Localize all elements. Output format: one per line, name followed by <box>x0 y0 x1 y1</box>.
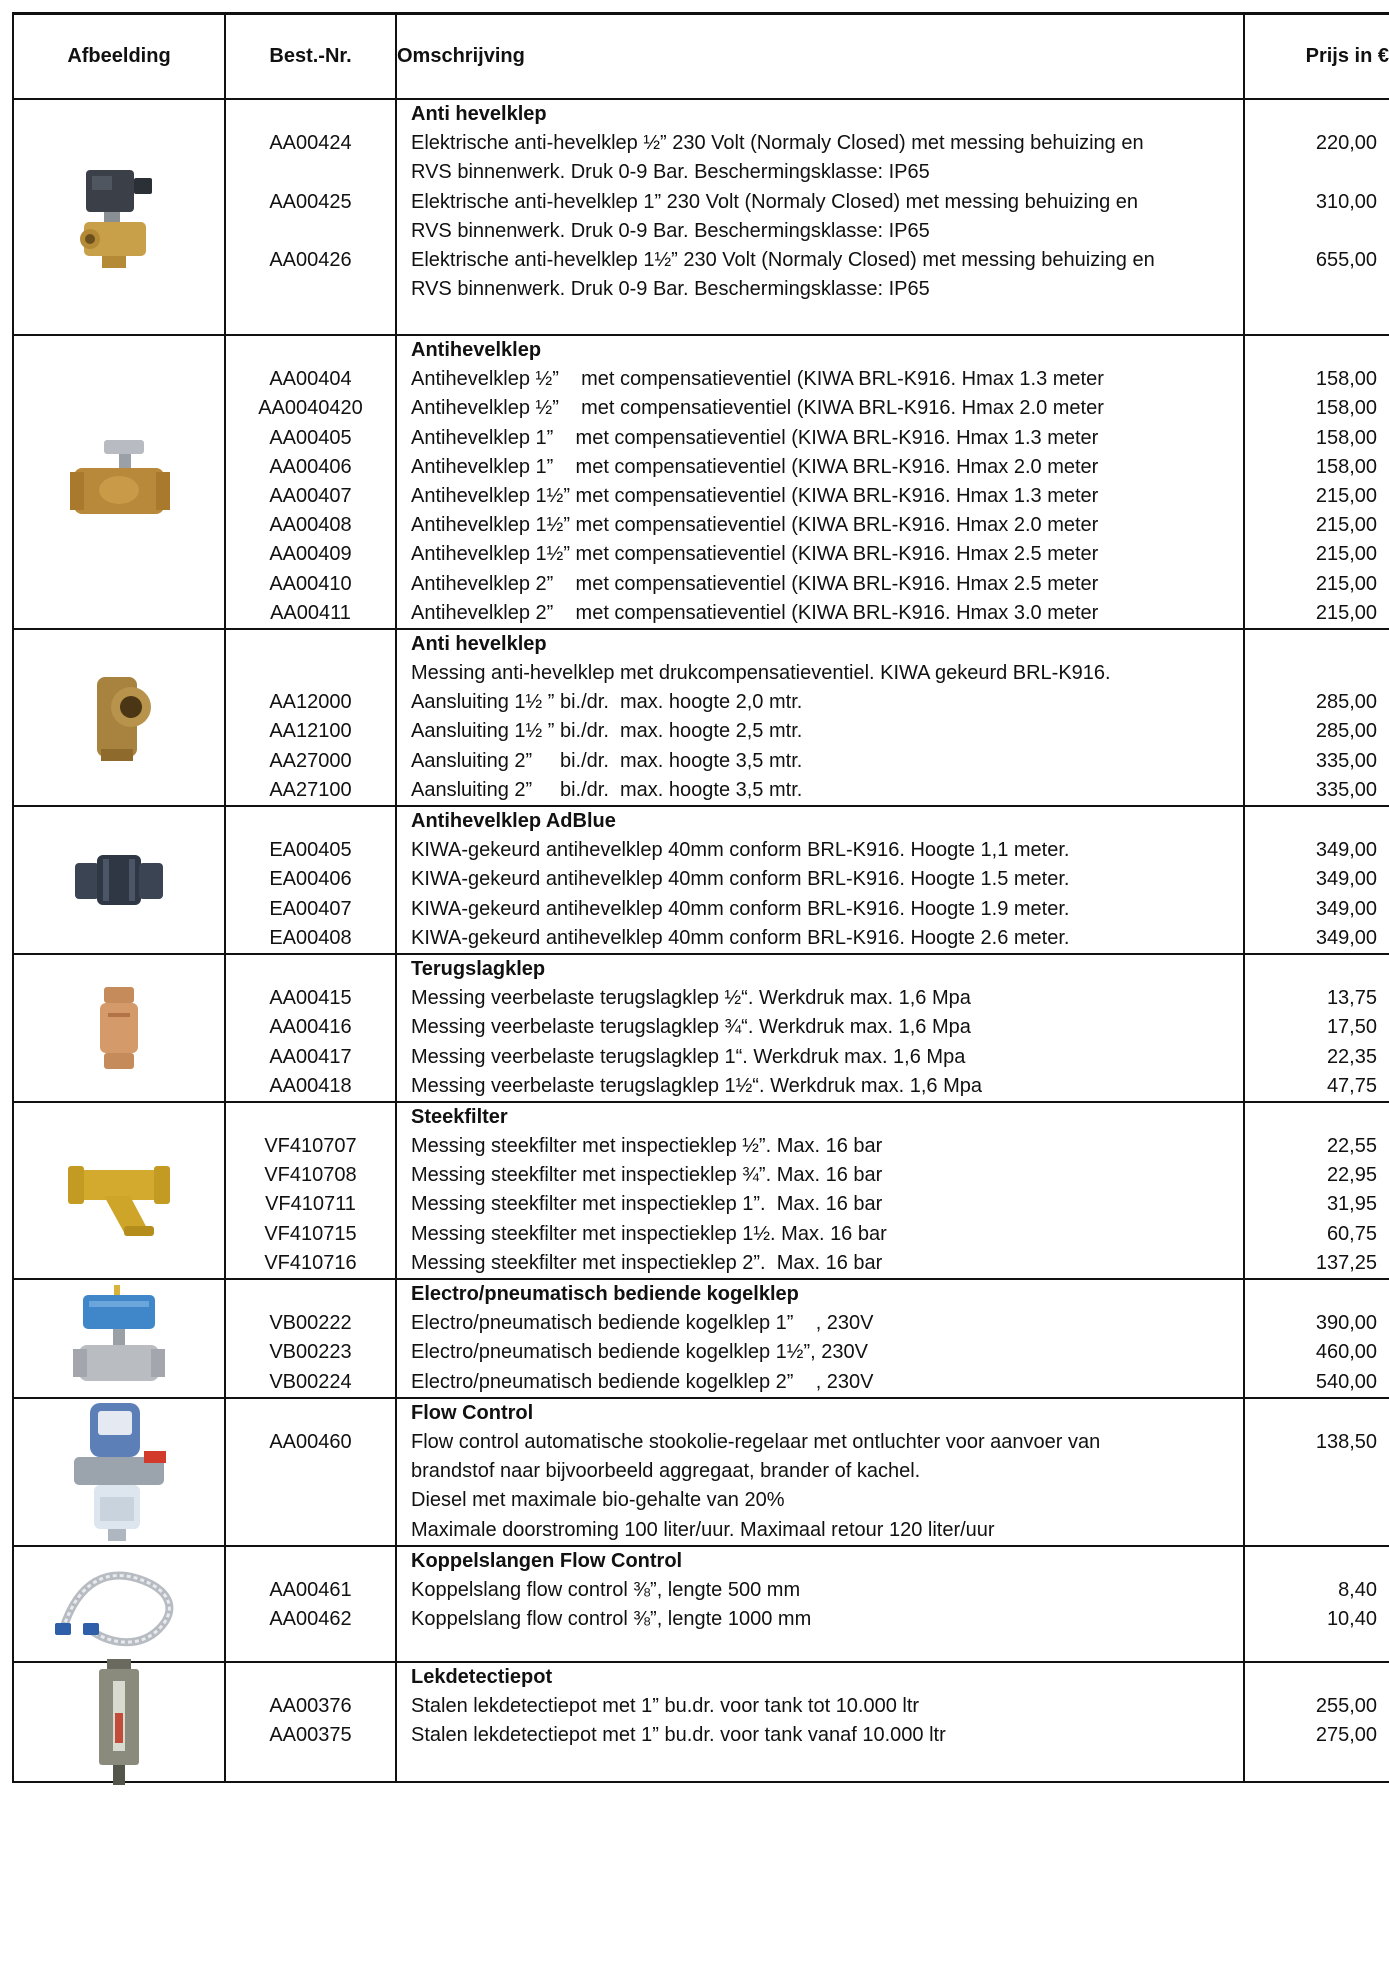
description-line: Messing steekfilter met inspectieklep 1”. Max. 16 bar <box>411 1193 883 1216</box>
description-line: Stalen lekdetectiepot met 1” bu.dr. voor tank vanaf 10.000 ltr <box>411 1724 946 1747</box>
description-cell <box>396 335 1244 629</box>
price-value: 22,95 <box>1326 1164 1377 1187</box>
article-number <box>226 336 395 365</box>
price-table-body <box>13 99 1389 1782</box>
price-value <box>1245 1516 1389 1545</box>
price-value: 310,00 <box>1315 190 1377 213</box>
description-line: Antihevelklep 2” met compensatieventiel (KIWA BRL-K916. Hmax 2.5 meter <box>411 572 1099 595</box>
article-number-cell <box>225 335 396 629</box>
article-number: EA00407 <box>269 897 352 920</box>
price-value: 215,00 <box>1315 484 1377 507</box>
article-number: AA00460 <box>269 1430 352 1453</box>
section-title: Antihevelklep <box>411 339 542 361</box>
price-value: 349,00 <box>1315 868 1377 891</box>
description-cell <box>396 1546 1244 1662</box>
description-line: Antihevelklep 1” met compensatieventiel (KIWA BRL-K916. Hmax 2.0 meter <box>411 455 1099 478</box>
product-image <box>13 1398 225 1546</box>
header-number: Best.-Nr. <box>225 14 396 100</box>
product-image <box>13 335 225 629</box>
price-value <box>1245 955 1389 984</box>
price-value <box>1245 100 1389 129</box>
article-number-cell <box>225 1398 396 1546</box>
price-value: 47,75 <box>1326 1074 1377 1097</box>
article-number: VF410711 <box>265 1193 356 1216</box>
solenoid-valve-icon <box>74 162 164 272</box>
article-number: AA00425 <box>269 190 352 213</box>
price-value <box>1245 1103 1389 1132</box>
description-line: Messing veerbelaste terugslagklep ¾“. Werkdruk max. 1,6 Mpa <box>411 1016 971 1039</box>
product-section <box>13 629 1389 806</box>
price-value <box>1245 1486 1389 1515</box>
description-line: Antihevelklep ½” met compensatieventiel (KIWA BRL-K916. Hmax 2.0 meter <box>411 397 1104 420</box>
description-line: brandstof naar bijvoorbeeld aggregaat, brander of kachel. <box>411 1460 921 1483</box>
price-value: 540,00 <box>1315 1370 1377 1393</box>
price-cell <box>1244 1662 1389 1782</box>
article-number <box>226 1663 395 1692</box>
article-number: AA00408 <box>269 514 352 537</box>
price-cell <box>1244 1102 1389 1279</box>
article-number <box>226 217 395 246</box>
description-line: Messing steekfilter met inspectieklep 2”. Max. 16 bar <box>411 1251 883 1274</box>
article-number <box>226 275 395 304</box>
price-value <box>1245 659 1389 688</box>
description-line: Koppelslang flow control ⅜”, lengte 500 mm <box>411 1578 801 1601</box>
section-title: Koppelslangen Flow Control <box>411 1549 683 1572</box>
price-value: 390,00 <box>1315 1312 1377 1335</box>
section-title: Antihevelklep AdBlue <box>411 810 616 832</box>
description-line: Stalen lekdetectiepot met 1” bu.dr. voor tank tot 10.000 ltr <box>411 1694 920 1717</box>
price-value: 215,00 <box>1315 572 1377 595</box>
article-number-cell <box>225 1102 396 1279</box>
article-number: AA00418 <box>269 1074 352 1097</box>
product-image <box>13 1102 225 1279</box>
description-line: Electro/pneumatisch bediende kogelklep 1” , 230V <box>411 1312 874 1335</box>
article-number: AA00426 <box>269 248 352 271</box>
price-value: 275,00 <box>1315 1724 1377 1747</box>
price-value: 655,00 <box>1315 248 1377 271</box>
article-number: AA27000 <box>269 749 352 772</box>
product-section <box>13 335 1389 629</box>
price-cell <box>1244 954 1389 1102</box>
description-line: RVS binnenwerk. Druk 0-9 Bar. Beschermingsklasse: IP65 <box>411 278 930 301</box>
price-value: 255,00 <box>1315 1694 1377 1717</box>
price-cell <box>1244 1398 1389 1546</box>
article-number-cell <box>225 1662 396 1782</box>
description-line: Aansluiting 1½ ” bi./dr. max. hoogte 2,0 mtr. <box>411 691 803 714</box>
description-cell <box>396 1398 1244 1546</box>
price-value: 335,00 <box>1315 749 1377 772</box>
price-table <box>12 12 1389 1783</box>
article-number-cell <box>225 954 396 1102</box>
article-number: AA00410 <box>269 572 352 595</box>
article-number <box>226 1103 395 1132</box>
price-value: 31,95 <box>1326 1193 1377 1216</box>
price-value <box>1245 630 1389 659</box>
price-value <box>1245 1547 1389 1576</box>
article-number: AA12100 <box>269 720 352 743</box>
check-valve-icon <box>94 983 144 1073</box>
price-value: 158,00 <box>1315 455 1377 478</box>
price-value: 22,35 <box>1326 1045 1377 1068</box>
description-line: Messing steekfilter met inspectieklep 1½. Max. 16 bar <box>411 1222 887 1245</box>
article-number: AA00406 <box>269 455 352 478</box>
article-number: VF410707 <box>264 1135 357 1158</box>
article-number: AA00462 <box>269 1608 352 1631</box>
product-image <box>13 1546 225 1662</box>
description-line: Diesel met maximale bio-gehalte van 20% <box>411 1489 785 1512</box>
article-number <box>226 1399 395 1428</box>
section-title: Electro/pneumatisch bediende kogelklep <box>411 1283 799 1305</box>
price-value: 220,00 <box>1315 132 1377 155</box>
article-number: EA00408 <box>269 926 352 949</box>
product-image <box>13 1279 225 1398</box>
price-value: 137,25 <box>1315 1251 1377 1274</box>
article-number <box>226 1280 395 1309</box>
section-title: Terugslagklep <box>411 957 546 980</box>
article-number: AA00376 <box>269 1694 352 1717</box>
price-value: 8,40 <box>1338 1578 1377 1601</box>
description-cell <box>396 1662 1244 1782</box>
article-number-cell <box>225 629 396 806</box>
description-line: Aansluiting 2” bi./dr. max. hoogte 3,5 mtr. <box>411 778 803 801</box>
description-line: RVS binnenwerk. Druk 0-9 Bar. Beschermingsklasse: IP65 <box>411 161 930 184</box>
actuated-ball-valve-icon <box>69 1283 169 1393</box>
article-number-cell <box>225 99 396 335</box>
description-cell <box>396 1102 1244 1279</box>
article-number-cell <box>225 1279 396 1398</box>
article-number <box>226 1547 395 1576</box>
article-number <box>226 100 395 129</box>
product-section <box>13 1662 1389 1782</box>
price-value: 158,00 <box>1315 368 1377 391</box>
section-title: Flow Control <box>411 1401 534 1424</box>
price-value: 158,00 <box>1315 426 1377 449</box>
price-value <box>1245 336 1389 365</box>
description-cell <box>396 629 1244 806</box>
article-number: EA00406 <box>269 868 352 891</box>
article-number <box>226 1486 395 1515</box>
description-line: RVS binnenwerk. Druk 0-9 Bar. Beschermingsklasse: IP65 <box>411 219 930 242</box>
article-number: AA00407 <box>269 484 352 507</box>
article-number: AA00405 <box>269 426 352 449</box>
product-image <box>13 99 225 335</box>
price-cell <box>1244 99 1389 335</box>
product-image <box>13 954 225 1102</box>
description-line: Messing steekfilter met inspectieklep ¾”. Max. 16 bar <box>411 1164 883 1187</box>
price-value <box>1245 807 1389 836</box>
price-value <box>1245 217 1389 246</box>
price-value: 215,00 <box>1315 514 1377 537</box>
article-number-cell <box>225 806 396 954</box>
price-value: 10,40 <box>1326 1608 1377 1631</box>
price-value <box>1245 1457 1389 1486</box>
description-line: Antihevelklep 1” met compensatieventiel (KIWA BRL-K916. Hmax 1.3 meter <box>411 426 1099 449</box>
product-image <box>13 1662 225 1782</box>
price-value: 349,00 <box>1315 897 1377 920</box>
header-image: Afbeelding <box>13 14 225 100</box>
price-value: 215,00 <box>1315 543 1377 566</box>
header-price: Prijs in € <box>1244 14 1389 100</box>
description-line: Elektrische anti-hevelklep 1½” 230 Volt (Normaly Closed) met messing behuizing en <box>411 248 1155 271</box>
price-cell <box>1244 806 1389 954</box>
product-section <box>13 1398 1389 1546</box>
price-cell <box>1244 335 1389 629</box>
price-value: 158,00 <box>1315 397 1377 420</box>
description-line: Antihevelklep 1½” met compensatieventiel (KIWA BRL-K916. Hmax 1.3 meter <box>411 484 1099 507</box>
price-cell <box>1244 1546 1389 1662</box>
article-number: VB00222 <box>269 1312 352 1335</box>
article-number <box>226 1457 395 1486</box>
description-line: Flow control automatische stookolie-regelaar met ontluchter voor aanvoer van <box>411 1430 1101 1453</box>
price-value: 460,00 <box>1315 1341 1377 1364</box>
price-value: 17,50 <box>1326 1016 1377 1039</box>
flow-control-regulator-icon <box>64 1397 174 1547</box>
article-number: AA00424 <box>269 132 352 155</box>
section-title: Anti hevelklep <box>411 103 547 125</box>
price-value: 60,75 <box>1326 1222 1377 1245</box>
description-cell <box>396 1279 1244 1398</box>
description-line: KIWA-gekeurd antihevelklep 40mm conform BRL-K916. Hoogte 1,1 meter. <box>411 839 1070 862</box>
article-number: AA00411 <box>270 601 351 624</box>
y-strainer-icon <box>64 1140 174 1240</box>
description-cell <box>396 954 1244 1102</box>
article-number <box>226 955 395 984</box>
price-value <box>1245 275 1389 304</box>
description-line: Aansluiting 2” bi./dr. max. hoogte 3,5 mtr. <box>411 749 803 772</box>
article-number <box>226 659 395 688</box>
price-value: 349,00 <box>1315 926 1377 949</box>
article-number: VF410716 <box>264 1251 357 1274</box>
article-number <box>226 630 395 659</box>
article-number: AA00415 <box>269 987 352 1010</box>
price-value <box>1245 158 1389 187</box>
description-line: Koppelslang flow control ⅜”, lengte 1000 mm <box>411 1608 812 1631</box>
product-image <box>13 806 225 954</box>
header-description: Omschrijving <box>396 14 1244 100</box>
article-number: AA12000 <box>269 691 352 714</box>
price-value: 285,00 <box>1315 691 1377 714</box>
brass-anti-siphon-valve-icon <box>79 667 159 767</box>
description-line: KIWA-gekeurd antihevelklep 40mm conform BRL-K916. Hoogte 1.9 meter. <box>411 897 1070 920</box>
price-value: 215,00 <box>1315 601 1377 624</box>
price-cell <box>1244 629 1389 806</box>
description-line: Electro/pneumatisch bediende kogelklep 2” , 230V <box>411 1370 874 1393</box>
article-number: AA00417 <box>269 1045 352 1068</box>
price-list <box>12 12 1389 1783</box>
price-value <box>1245 1399 1389 1428</box>
description-line: Elektrische anti-hevelklep 1” 230 Volt (Normaly Closed) met messing behuizing en <box>411 190 1139 213</box>
product-section <box>13 954 1389 1102</box>
article-number: VF410715 <box>264 1222 357 1245</box>
section-title: Anti hevelklep <box>411 632 547 655</box>
article-number: AA00404 <box>269 368 352 391</box>
article-number: AA0040420 <box>258 397 363 420</box>
price-value <box>1245 1280 1389 1309</box>
price-value: 285,00 <box>1315 720 1377 743</box>
price-value: 335,00 <box>1315 778 1377 801</box>
description-line: Messing veerbelaste terugslagklep 1“. Werkdruk max. 1,6 Mpa <box>411 1045 966 1068</box>
leak-detection-pot-icon <box>89 1659 149 1785</box>
article-number-cell <box>225 1546 396 1662</box>
price-value: 13,75 <box>1326 987 1377 1010</box>
price-cell <box>1244 1279 1389 1398</box>
description-line: Messing anti-hevelklep met drukcompensatieventiel. KIWA gekeurd BRL-K916. <box>411 662 1111 685</box>
price-value <box>1245 1663 1389 1692</box>
description-line: Aansluiting 1½ ” bi./dr. max. hoogte 2,5 mtr. <box>411 720 803 743</box>
article-number: VB00224 <box>269 1370 352 1393</box>
product-section <box>13 99 1389 335</box>
article-number <box>226 158 395 187</box>
braided-hose-icon <box>49 1559 189 1649</box>
description-line: Elektrische anti-hevelklep ½” 230 Volt (Normaly Closed) met messing behuizing en <box>411 132 1144 155</box>
description-line: Messing veerbelaste terugslagklep 1½“. Werkdruk max. 1,6 Mpa <box>411 1074 983 1097</box>
description-line: KIWA-gekeurd antihevelklep 40mm conform BRL-K916. Hoogte 1.5 meter. <box>411 868 1070 891</box>
description-cell <box>396 99 1244 335</box>
price-value: 22,55 <box>1326 1135 1377 1158</box>
article-number: AA27100 <box>269 778 352 801</box>
description-line: Electro/pneumatisch bediende kogelklep 1½”, 230V <box>411 1341 868 1364</box>
brass-ball-valve-icon <box>64 432 174 532</box>
article-number: VB00223 <box>269 1341 352 1364</box>
header-row <box>13 14 1389 100</box>
price-value: 349,00 <box>1315 839 1377 862</box>
product-section <box>13 1102 1389 1279</box>
article-number: AA00416 <box>269 1016 352 1039</box>
description-line: Messing steekfilter met inspectieklep ½”. Max. 16 bar <box>411 1135 883 1158</box>
product-section <box>13 1279 1389 1398</box>
pvc-union-valve-icon <box>69 845 169 915</box>
product-section <box>13 806 1389 954</box>
article-number: EA00405 <box>269 839 352 862</box>
description-line: Antihevelklep 1½” met compensatieventiel (KIWA BRL-K916. Hmax 2.0 meter <box>411 514 1099 537</box>
article-number <box>226 807 395 836</box>
article-number: AA00409 <box>269 543 352 566</box>
description-line: Antihevelklep 1½” met compensatieventiel (KIWA BRL-K916. Hmax 2.5 meter <box>411 543 1099 566</box>
section-title: Lekdetectiepot <box>411 1665 553 1688</box>
description-cell <box>396 806 1244 954</box>
description-line: Antihevelklep 2” met compensatieventiel (KIWA BRL-K916. Hmax 3.0 meter <box>411 601 1099 624</box>
description-line: KIWA-gekeurd antihevelklep 40mm conform BRL-K916. Hoogte 2.6 meter. <box>411 926 1070 949</box>
product-section <box>13 1546 1389 1662</box>
section-title: Steekfilter <box>411 1105 508 1128</box>
product-image <box>13 629 225 806</box>
article-number: AA00461 <box>269 1578 352 1601</box>
description-line: Antihevelklep ½” met compensatieventiel (KIWA BRL-K916. Hmax 1.3 meter <box>411 368 1104 391</box>
description-line: Messing veerbelaste terugslagklep ½“. Werkdruk max. 1,6 Mpa <box>411 987 971 1010</box>
article-number: VF410708 <box>264 1164 357 1187</box>
description-line: Maximale doorstroming 100 liter/uur. Maximaal retour 120 liter/uur <box>411 1518 995 1541</box>
article-number: AA00375 <box>269 1724 352 1747</box>
price-value: 138,50 <box>1315 1430 1377 1453</box>
article-number <box>226 1516 395 1545</box>
